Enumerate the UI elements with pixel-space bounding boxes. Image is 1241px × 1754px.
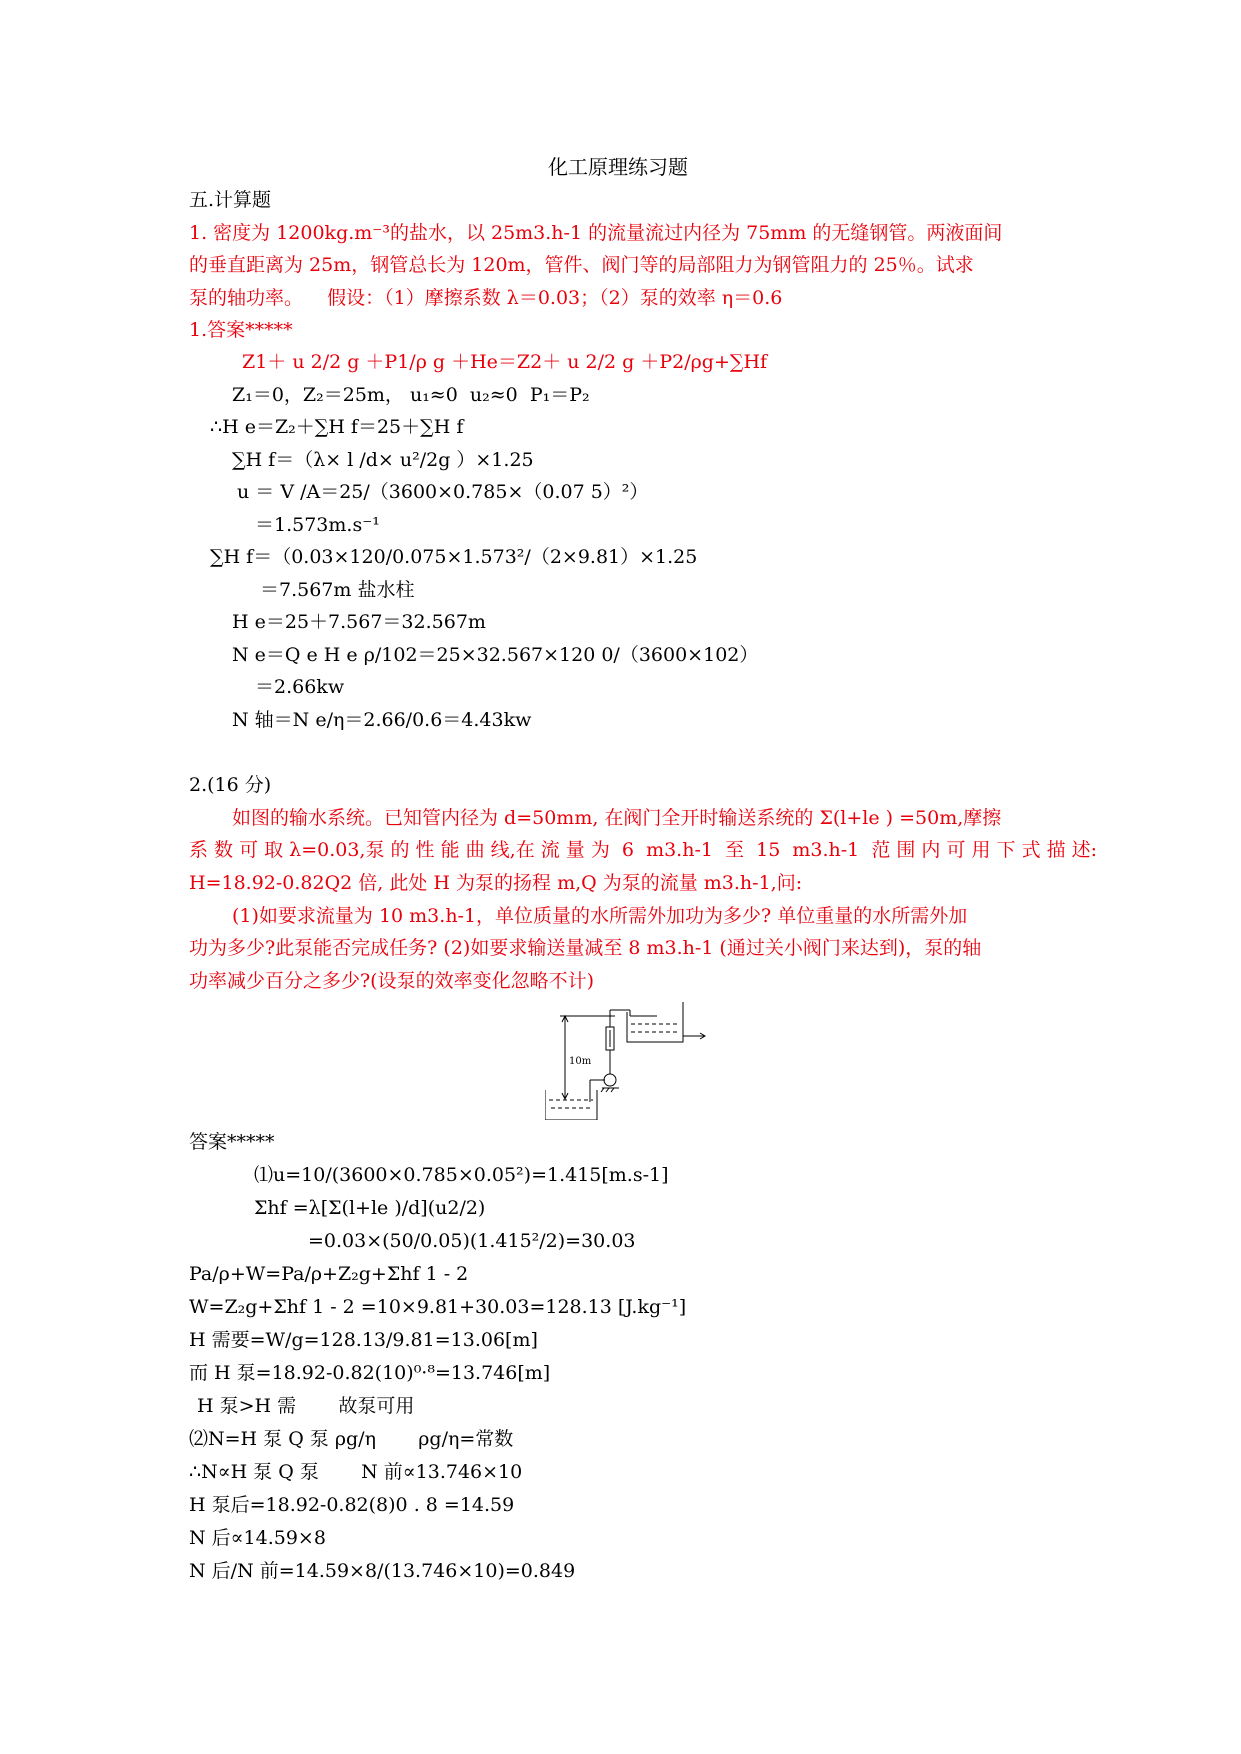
q1-answer-line: ＝1.573m.s⁻¹: [255, 514, 380, 536]
q1-answer-line: Z1＋ u 2/2 g ＋P1/ρ g ＋He＝Z2＋ u 2/2 g ＋P2/ρg+∑Hf: [242, 351, 768, 373]
page-title: 化工原理练习题: [548, 155, 688, 179]
q2-answer-label: 答案*****: [189, 1131, 275, 1153]
transport-system-diagram: [545, 1002, 710, 1120]
q2-answer-line: H 需要=W/g=128.13/9.81=13.06[m]: [189, 1329, 538, 1351]
q1-text-line: 的垂直距离为 25m，钢管总长为 120m，管件、阀门等的局部阻力为钢管阻力的 25％。试求: [189, 254, 974, 276]
q2-text-line: 系 数 可 取 λ=0.03,泵 的 性 能 曲 线,在 流 量 为 6 m3.h-1 至 15 m3.h-1 范 围 内 可 用 下 式 描 述:: [189, 839, 1098, 861]
q1-answer-line: Z₁＝0，Z₂＝25m， u₁≈0 u₂≈0 P₁＝P₂: [232, 384, 590, 406]
q2-answer-line: N 后/N 前=14.59×8/(13.746×10)=0.849: [189, 1560, 576, 1582]
q2-text-line: (1)如要求流量为 10 m3.h-1，单位质量的水所需外加功为多少? 单位重量的水所需外加: [232, 905, 968, 927]
q1-answer-line: N e＝Q e H e ρ/102＝25×32.567×120 0/（3600×102）: [232, 644, 759, 666]
q2-answer-line: W=Z₂g+Σhf 1 - 2 =10×9.81+30.03=128.13 [J.kg⁻¹]: [189, 1296, 687, 1318]
q1-answer-line: u ＝ V /A＝25/（3600×0.785×（0.07 5）²）: [237, 481, 649, 503]
q1-answer-line: ∑H f＝（0.03×120/0.075×1.573²/（2×9.81）×1.25: [210, 546, 698, 568]
svg-text:10m: 10m: [569, 1056, 592, 1067]
q1-answer-line: ∑H f＝（λ× l /d× u²/2g ）×1.25: [232, 449, 534, 471]
q1-answer-label: 1.答案*****: [189, 319, 293, 341]
q2-answer-line: H 泵>H 需 故泵可用: [197, 1395, 415, 1417]
q1-text-line: 泵的轴功率。 假设：（1）摩擦系数 λ＝0.03；（2）泵的效率 η＝0.6: [189, 287, 783, 309]
q1-answer-line: H e＝25＋7.567＝32.567m: [232, 611, 486, 633]
q2-text-line: 如图的输水系统。已知管内径为 d=50mm, 在阀门全开时输送系统的 Σ(l+le ) =50m,摩擦: [232, 807, 1002, 829]
section-heading: 五.计算题: [189, 189, 272, 211]
q2-answer-line: N 后∝14.59×8: [189, 1527, 326, 1549]
q2-answer-line: Σhf =λ[Σ(l+le )/d](u2/2): [254, 1197, 486, 1219]
q2-answer-line: Pa/ρ+W=Pa/ρ+Z₂g+Σhf 1 - 2: [189, 1263, 469, 1285]
q2-answer-line: ⑵N=H 泵 Q 泵 ρg/η ρg/η=常数: [189, 1428, 514, 1450]
q2-answer-line: ⑴u=10/(3600×0.785×0.05²)=1.415[m.s-1]: [254, 1164, 669, 1186]
q2-answer-line: =0.03×(50/0.05)(1.415²/2)=30.03: [308, 1230, 636, 1252]
q2-answer-line: H 泵后=18.92-0.82(8)0 . 8 =14.59: [189, 1494, 515, 1516]
q2-text-line: H=18.92-0.82Q2 倍, 此处 H 为泵的扬程 m,Q 为泵的流量 m3.h-1,问:: [189, 872, 803, 894]
q2-answer-line: ∴N∝H 泵 Q 泵 N 前∝13.746×10: [189, 1461, 523, 1483]
q1-answer-line: ＝2.66kw: [255, 676, 345, 698]
q1-answer-line: N 轴＝N e/η＝2.66/0.6＝4.43kw: [232, 709, 532, 731]
q1-text-line: 1. 密度为 1200kg.m⁻³的盐水，以 25m3.h-1 的流量流过内径为 75mm 的无缝钢管。两液面间: [189, 222, 1003, 244]
q1-answer-line: ∴H e＝Z₂＋∑H f＝25＋∑H f: [210, 416, 464, 438]
q2-answer-line: 而 H 泵=18.92-0.82(10)⁰·⁸=13.746[m]: [189, 1362, 551, 1384]
q2-text-line: 功为多少?此泵能否完成任务? (2)如要求输送量减至 8 m3.h-1 (通过关小阀门来达到)，泵的轴: [189, 937, 982, 959]
q2-text-line: 功率减少百分之多少?(设泵的效率变化忽略不计): [189, 970, 595, 992]
q2-heading: 2.(16 分): [189, 774, 272, 796]
q1-answer-line: ＝7.567m 盐水柱: [260, 579, 415, 601]
